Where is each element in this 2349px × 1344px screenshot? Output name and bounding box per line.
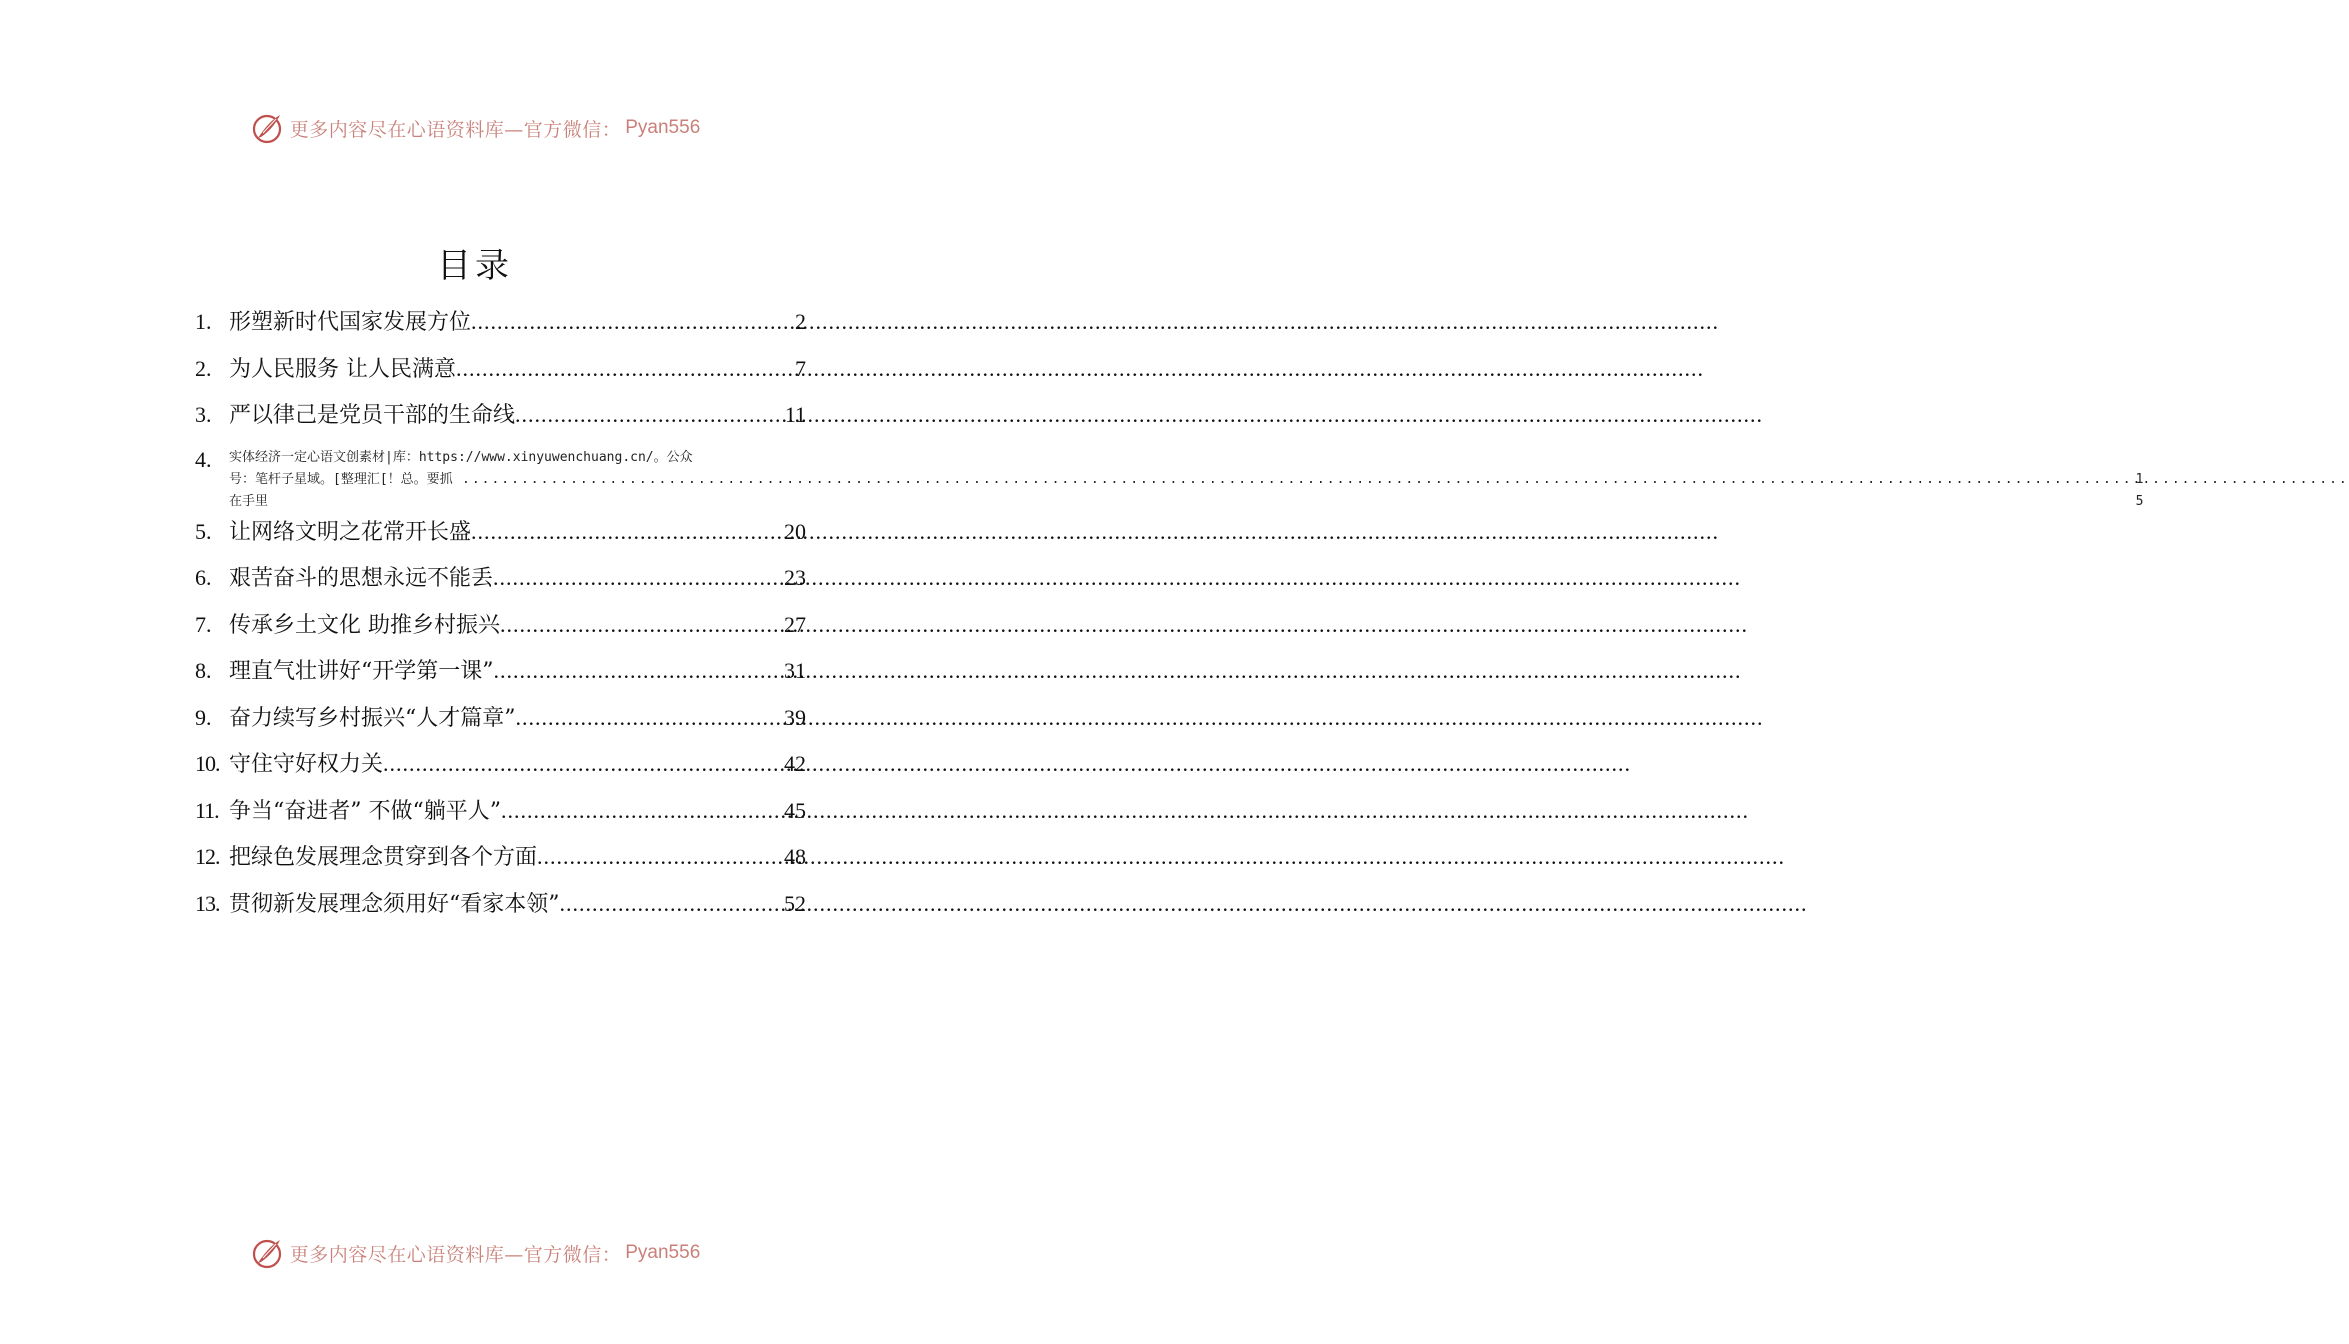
toc-entry-9[interactable]: [195, 699, 806, 746]
toc-title: 为人民服务 让人民满意: [229, 356, 456, 382]
toc-page: 52: [784, 890, 806, 916]
toc-entry-11[interactable]: [195, 792, 806, 839]
toc-leader: [560, 885, 785, 924]
banner-text: 更多内容尽在心语资料库—官方微信：: [289, 1243, 622, 1266]
toc-entry-5[interactable]: [195, 513, 806, 560]
toc-leader: [383, 745, 784, 784]
toc-page: 2: [795, 309, 806, 334]
toc-page: 27: [784, 611, 806, 637]
page-title: 目录: [437, 246, 513, 286]
toc-leader: [471, 303, 795, 342]
toc-leader: [537, 838, 784, 877]
banner-wechat-id: Pyan556: [625, 117, 701, 138]
toc-page: 20: [784, 518, 806, 544]
toc-number: 2.: [195, 355, 212, 381]
toc-leader: [471, 513, 784, 552]
toc-title: 守住守好权力关: [229, 752, 384, 777]
banner-wechat-id: Pyan556: [625, 1242, 701, 1263]
toc-entry-10[interactable]: [195, 745, 806, 792]
toc-title-block: [229, 447, 2150, 513]
toc-number: 6.: [195, 565, 212, 590]
toc-page: 48: [784, 844, 806, 869]
toc-page: 31: [784, 658, 806, 683]
toc-page: 23: [784, 565, 806, 590]
toc-number: 10.: [195, 751, 220, 776]
toc-title: 让网络文明之花常开长盛: [229, 519, 472, 545]
toc-leader: [500, 606, 784, 645]
toc-leader: [515, 396, 785, 435]
quill-logo-icon: [250, 1236, 284, 1270]
toc-number: 11.: [195, 797, 219, 823]
table-of-contents: [195, 303, 2144, 931]
toc-entry-7[interactable]: [195, 606, 806, 653]
toc-leader: [494, 652, 785, 691]
toc-page: 7: [795, 355, 806, 381]
toc-page: 39: [784, 704, 806, 730]
toc-title-line2: 号：笔杆子星域。[整理汇[！总。要抓在手里: [229, 471, 453, 509]
toc-entry-4[interactable]: [195, 443, 2144, 513]
toc-leader: [456, 350, 795, 389]
toc-number: 1.: [195, 309, 212, 334]
toc-page: 42: [784, 751, 806, 776]
toc-entry-2[interactable]: [195, 350, 806, 397]
toc-page: 15: [2135, 471, 2144, 509]
toc-title-line2-row: [229, 469, 2150, 513]
header-banner: [0, 108, 950, 148]
toc-title: 形塑新时代国家发展方位: [229, 310, 472, 335]
toc-title: 严以律己是党员干部的生命线: [229, 403, 516, 428]
toc-title: 贯彻新发展理念须用好“看家本领”: [229, 891, 560, 917]
toc-number: 13.: [195, 890, 220, 916]
toc-title: 奋力续写乡村振兴“人才篇章”: [229, 705, 516, 731]
footer-banner: [0, 1233, 950, 1273]
toc-leader: [493, 559, 784, 598]
toc-number: 7.: [195, 611, 212, 637]
toc-leader: [516, 699, 785, 738]
toc-entry-13[interactable]: [195, 885, 806, 932]
toc-number: 5.: [195, 518, 212, 544]
toc-title: 把绿色发展理念贯穿到各个方面: [229, 845, 538, 870]
toc-title: 争当“奋进者” 不做“躺平人”: [229, 798, 501, 824]
toc-title-line1: 实体经济一定心语文创素材|库：https://www.xinyuwenchuang.cn/。公众: [229, 449, 693, 465]
toc-number: 12.: [195, 844, 220, 869]
toc-number: 9.: [195, 704, 212, 730]
toc-number: 3.: [195, 402, 212, 427]
banner-text: 更多内容尽在心语资料库—官方微信：: [289, 118, 622, 141]
toc-number: 4.: [195, 446, 212, 472]
toc-title: 艰苦奋斗的思想永远不能丢: [229, 566, 494, 591]
toc-number: 8.: [195, 658, 212, 683]
toc-title: 传承乡土文化 助推乡村振兴: [229, 612, 500, 638]
toc-entry-6[interactable]: [195, 559, 806, 606]
toc-entry-3[interactable]: [195, 396, 806, 443]
toc-entry-1[interactable]: [195, 303, 806, 350]
toc-title: 理直气壮讲好“开学第一课”: [229, 659, 494, 684]
toc-leader: [501, 792, 784, 831]
toc-entry-8[interactable]: [195, 652, 806, 699]
toc-page: 11: [784, 402, 806, 427]
toc-page: 45: [784, 797, 806, 823]
toc-leader: [462, 469, 2136, 513]
quill-logo-icon: [250, 111, 284, 145]
toc-entry-12[interactable]: [195, 838, 806, 885]
